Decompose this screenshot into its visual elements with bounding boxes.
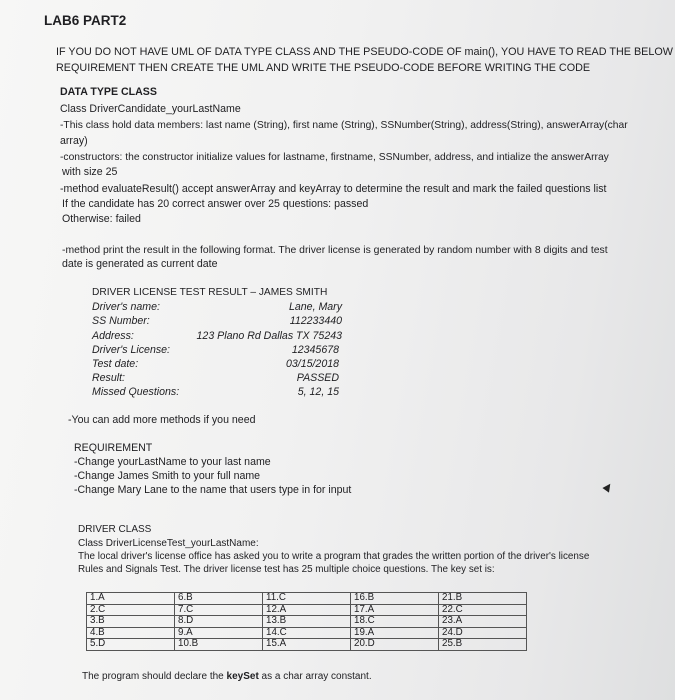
footer-keyset-bold: keySet xyxy=(226,671,259,682)
key-cell: 14.C xyxy=(263,627,351,639)
mouse-pointer-icon xyxy=(602,481,613,492)
result-value-drivers-license: 12345678 xyxy=(291,344,339,356)
footer-note xyxy=(82,671,372,683)
key-cell: 6.B xyxy=(175,593,263,605)
key-cell: 4.B xyxy=(87,627,175,639)
data-type-class-line: -method evaluateResult() accept answerArray and keyArray to determine the result and mark the failed questions list xyxy=(60,183,607,195)
key-cell: 7.C xyxy=(175,604,263,616)
key-cell: 11.C xyxy=(263,593,351,605)
data-type-class-line: array) xyxy=(60,135,88,147)
data-type-class-line: If the candidate has 20 correct answer over 25 questions: passed xyxy=(62,198,369,210)
result-label-drivers-name: Driver's name: xyxy=(92,301,160,313)
key-cell: 5.D xyxy=(87,639,175,651)
result-label-drivers-license: Driver's License: xyxy=(92,344,170,356)
key-cell: 10.B xyxy=(175,639,263,651)
requirement-line: -Change James Smith to your full name xyxy=(74,470,261,482)
page-title: LAB6 PART2 xyxy=(44,13,127,28)
key-cell: 18.C xyxy=(351,616,439,628)
print-method-line-2: date is generated as current date xyxy=(62,258,218,270)
result-sample-header: DRIVER LICENSE TEST RESULT – JAMES SMITH xyxy=(92,287,328,298)
driver-class-line: Rules and Signals Test. The driver license test has 25 multiple choice questions. The key set is: xyxy=(78,564,495,575)
footer-text-after: as a char array constant. xyxy=(258,671,372,682)
result-value-result: PASSED xyxy=(296,372,339,384)
data-type-class-heading: DATA TYPE CLASS xyxy=(60,86,157,98)
result-value-address: 123 Plano Rd Dallas TX 75243 xyxy=(196,330,342,342)
answer-key-table xyxy=(86,592,527,651)
key-cell: 23.A xyxy=(439,616,527,628)
result-value-drivers-name: Lane, Mary xyxy=(289,301,342,313)
key-cell: 15.A xyxy=(263,639,351,651)
key-cell: 21.B xyxy=(439,593,527,605)
driver-class-heading: DRIVER CLASS xyxy=(78,524,152,535)
key-cell: 9.A xyxy=(175,627,263,639)
key-cell: 8.D xyxy=(175,616,263,628)
driver-class-line: The local driver's license office has asked you to write a program that grades the written portion of the driver's license xyxy=(78,551,590,562)
key-cell: 1.A xyxy=(87,593,175,605)
key-cell: 3.B xyxy=(87,616,175,628)
data-type-class-line: Otherwise: failed xyxy=(62,213,141,225)
result-label-ss-number: SS Number: xyxy=(92,315,150,327)
more-methods-note: -You can add more methods if you need xyxy=(68,414,256,426)
data-type-class-line: -This class hold data members: last name (String), first name (String), SSNumber(String), address(String), answerArray(char xyxy=(60,120,628,131)
intro-line-1: IF YOU DO NOT HAVE UML OF DATA TYPE CLASS AND THE PSEUDO-CODE OF main(), YOU HAVE TO READ THE BELOW xyxy=(56,46,673,58)
data-type-class-line: with size 25 xyxy=(62,166,118,178)
result-label-test-date: Test date: xyxy=(92,358,139,370)
key-cell: 13.B xyxy=(263,616,351,628)
data-type-class-line: Class DriverCandidate_yourLastName xyxy=(60,103,241,115)
result-label-result: Result: xyxy=(92,372,125,384)
result-value-missed-questions: 5, 12, 15 xyxy=(297,386,339,398)
table-row xyxy=(87,604,527,616)
footer-text-before: The program should declare the xyxy=(82,671,227,682)
intro-line-2: REQUIREMENT THEN CREATE THE UML AND WRITE THE PSEUDO-CODE BEFORE WRITING THE CODE xyxy=(56,62,591,74)
table-row xyxy=(87,639,527,651)
key-cell: 20.D xyxy=(351,639,439,651)
print-method-line-1: -method print the result in the following format. The driver license is generated by random number with 8 digits and test xyxy=(62,245,608,256)
key-cell: 25.B xyxy=(439,639,527,651)
key-cell: 2.C xyxy=(87,604,175,616)
requirement-heading: REQUIREMENT xyxy=(74,442,153,454)
key-cell: 19.A xyxy=(351,627,439,639)
driver-class-line: Class DriverLicenseTest_yourLastName: xyxy=(78,538,259,549)
result-value-ss-number: 112233440 xyxy=(289,315,342,327)
table-row xyxy=(87,593,527,605)
result-label-address: Address: xyxy=(92,330,134,342)
result-value-test-date: 03/15/2018 xyxy=(285,358,339,370)
requirement-line: -Change yourLastName to your last name xyxy=(74,456,271,468)
key-cell: 12.A xyxy=(263,604,351,616)
data-type-class-line: -constructors: the constructor initialize values for lastname, firstname, SSNumber, address, and intialize the answerArray xyxy=(60,152,609,163)
table-row xyxy=(87,627,527,639)
key-cell: 24.D xyxy=(439,627,527,639)
requirement-line: -Change Mary Lane to the name that users type in for input xyxy=(74,484,352,496)
key-cell: 22.C xyxy=(439,604,527,616)
key-cell: 17.A xyxy=(351,604,439,616)
table-row xyxy=(87,616,527,628)
key-cell: 16.B xyxy=(351,593,439,605)
result-label-missed-questions: Missed Questions: xyxy=(92,386,180,398)
